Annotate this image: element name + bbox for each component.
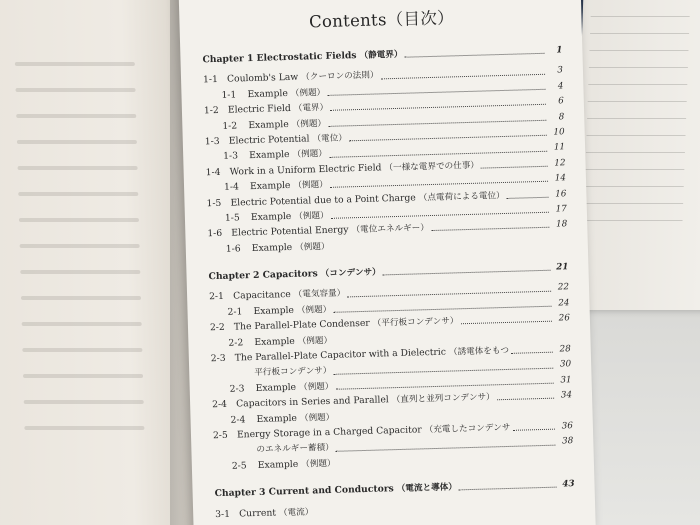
section-title-ja: （クーロンの法則） [301, 70, 379, 83]
leader-dots [334, 337, 552, 343]
section-number: 1-6 [225, 243, 241, 255]
section-title-ja: のエネルギー蓄積） [256, 443, 334, 456]
page-number: 3 [557, 65, 564, 76]
chapter-title-ja: （静電界） [359, 49, 403, 61]
page-number: 11 [553, 142, 566, 153]
section-number: 1-5 [224, 212, 240, 224]
right-page-background [572, 0, 700, 310]
page-number: 16 [555, 188, 567, 200]
page-number: 12 [554, 157, 566, 169]
page-number: 28 [559, 344, 571, 355]
page-number: 6 [558, 96, 564, 107]
section-number: 2-2 [228, 336, 244, 349]
leader-dots [333, 306, 551, 313]
leader-dots [334, 367, 554, 374]
section-title: Electric Potential due to a Point Charge [230, 191, 416, 209]
leader-dots [459, 487, 557, 491]
section-number: 1-5 [206, 197, 222, 209]
section-title-ja: （点電荷による電位） [418, 190, 505, 203]
section-title: Example [257, 458, 299, 471]
section-number: 1-2 [222, 119, 238, 132]
section-title: Capacitance [232, 289, 291, 303]
leader-dots [328, 120, 546, 127]
section-title: Current [239, 507, 277, 520]
page-number: 26 [558, 313, 571, 324]
chapter-title-ja: （電流と導体） [396, 482, 458, 495]
section-number: 1-6 [207, 228, 223, 240]
section-title: Electric Potential Energy [231, 224, 349, 239]
section-title-ja: （例題） [290, 87, 326, 99]
section-number: 2-1 [208, 291, 225, 303]
section-title: Energy Storage in a Charged Capacitor [236, 424, 422, 441]
section-title-ja: 平行板コンデンサ） [254, 366, 332, 379]
leader-dots [336, 414, 554, 420]
section-title: The Parallel-Plate Capacitor with a Dielectric [234, 346, 447, 364]
section-title-ja: （電位エネルギー） [351, 223, 430, 236]
section-number: 1-2 [203, 105, 219, 117]
contents-page [178, 0, 596, 525]
chapter-title: Chapter 3 Current and Conductors [214, 483, 394, 500]
leader-dots [511, 352, 553, 354]
page-number: 1 [556, 45, 563, 56]
leader-dots [461, 321, 552, 325]
section-number: 2-3 [229, 383, 245, 395]
section-title: Example [249, 180, 291, 193]
leader-dots [331, 212, 549, 219]
leader-dots [481, 166, 548, 169]
section-title-ja: （例題） [291, 118, 327, 130]
contents-title: Contents（目次） [308, 8, 455, 32]
toc-section-entry [215, 498, 575, 523]
page-number: 30 [559, 359, 572, 370]
leader-dots [329, 150, 547, 157]
leader-dots [330, 104, 546, 111]
leader-dots [347, 290, 551, 297]
toc [201, 0, 575, 523]
section-title-ja: （例題） [301, 458, 336, 470]
right-page-faint-text [581, 0, 700, 300]
page-number: 17 [555, 204, 567, 215]
section-title-ja: （例題） [293, 180, 328, 191]
section-title-ja: （電気容量） [293, 288, 346, 301]
section-number: 2-5 [231, 460, 247, 472]
section-title: Electric Field [227, 103, 291, 116]
section-title-ja: （電界） [293, 103, 329, 114]
page-number: 21 [556, 262, 569, 273]
section-number: 1-1 [202, 74, 219, 86]
section-title: Example [254, 335, 295, 348]
section-number: 2-2 [209, 322, 225, 334]
leader-dots [315, 508, 557, 515]
section-title-ja: （電流） [278, 506, 314, 518]
section-title: Example [247, 87, 288, 100]
page-number: 18 [555, 219, 568, 230]
leader-dots [497, 398, 554, 401]
leader-dots [383, 270, 551, 276]
section-title-ja: （例題） [297, 335, 333, 347]
section-number: 2-1 [227, 306, 243, 318]
section-title: Electric Potential [228, 133, 310, 147]
section-title: Example [250, 210, 292, 223]
page-number: 43 [562, 479, 575, 490]
section-title: Work in a Uniform Electric Field [229, 162, 382, 178]
leader-dots [332, 243, 550, 249]
page-number: 31 [560, 374, 572, 386]
section-title: Example [251, 241, 293, 254]
section-number: 2-4 [230, 413, 246, 426]
page-number: 8 [558, 111, 565, 122]
leader-dots [507, 196, 549, 198]
leader-dots [336, 444, 556, 451]
leader-dots [431, 227, 549, 231]
leader-dots [327, 89, 545, 96]
section-title: Example [249, 149, 290, 162]
section-number: 3-1 [215, 508, 231, 520]
section-title-ja: （例題） [298, 381, 334, 393]
section-number: 2-4 [212, 399, 228, 411]
section-title-ja: （平行板コンデンサ） [372, 316, 459, 329]
section-number: 1-3 [223, 150, 239, 163]
section-title: Example [253, 304, 295, 317]
section-title: Example [256, 412, 298, 425]
page-number: 34 [560, 390, 573, 401]
section-number: 1-4 [223, 181, 240, 193]
chapter-title: Chapter 2 Capacitors [208, 268, 318, 283]
page-number: 14 [554, 173, 567, 184]
leader-dots [335, 383, 553, 390]
section-title: Capacitors in Series and Parallel [235, 394, 389, 410]
section-number: 1-1 [221, 89, 237, 101]
leader-dots [349, 135, 547, 142]
left-page-faint-text [14, 40, 144, 440]
section-title-ja: （例題） [294, 241, 330, 253]
section-title: Example [248, 118, 289, 131]
chapter-title-ja: （コンデンサ） [320, 267, 381, 280]
section-title-ja: （例題） [299, 412, 335, 424]
section-number: 1-4 [205, 166, 221, 179]
section-number: 1-3 [204, 135, 220, 148]
leader-dots [513, 429, 555, 431]
section-title-ja: （例題） [294, 210, 329, 222]
section-title: Example [255, 381, 297, 394]
section-title-ja: （例題） [296, 304, 332, 316]
page-number: 24 [558, 298, 570, 309]
page-number: 38 [561, 436, 574, 447]
section-title-ja: （直列と並列コンデンサ） [391, 392, 495, 406]
page-number: 4 [557, 81, 564, 92]
leader-dots [405, 53, 545, 58]
section-number: 2-5 [212, 429, 228, 442]
page-number: 10 [553, 127, 565, 138]
page-number: 36 [561, 421, 574, 432]
section-title-ja: （一様な電界での仕事） [384, 160, 480, 174]
section-title: The Parallel-Plate Condenser [233, 318, 370, 333]
section-title: Coulomb's Law [226, 72, 299, 86]
section-number: 2-3 [210, 352, 226, 365]
leader-dots [338, 460, 556, 466]
section-title-ja: （例題） [292, 149, 328, 161]
section-title-ja: （誘電体をもつ [448, 345, 510, 358]
section-title-ja: （充電したコンデンサ [424, 422, 511, 436]
leader-dots [330, 181, 548, 188]
chapter-title: Chapter 1 Electrostatic Fields [202, 50, 357, 66]
page-number: 22 [557, 282, 570, 293]
leader-dots [381, 73, 545, 79]
section-title-ja: （電位） [312, 133, 348, 145]
